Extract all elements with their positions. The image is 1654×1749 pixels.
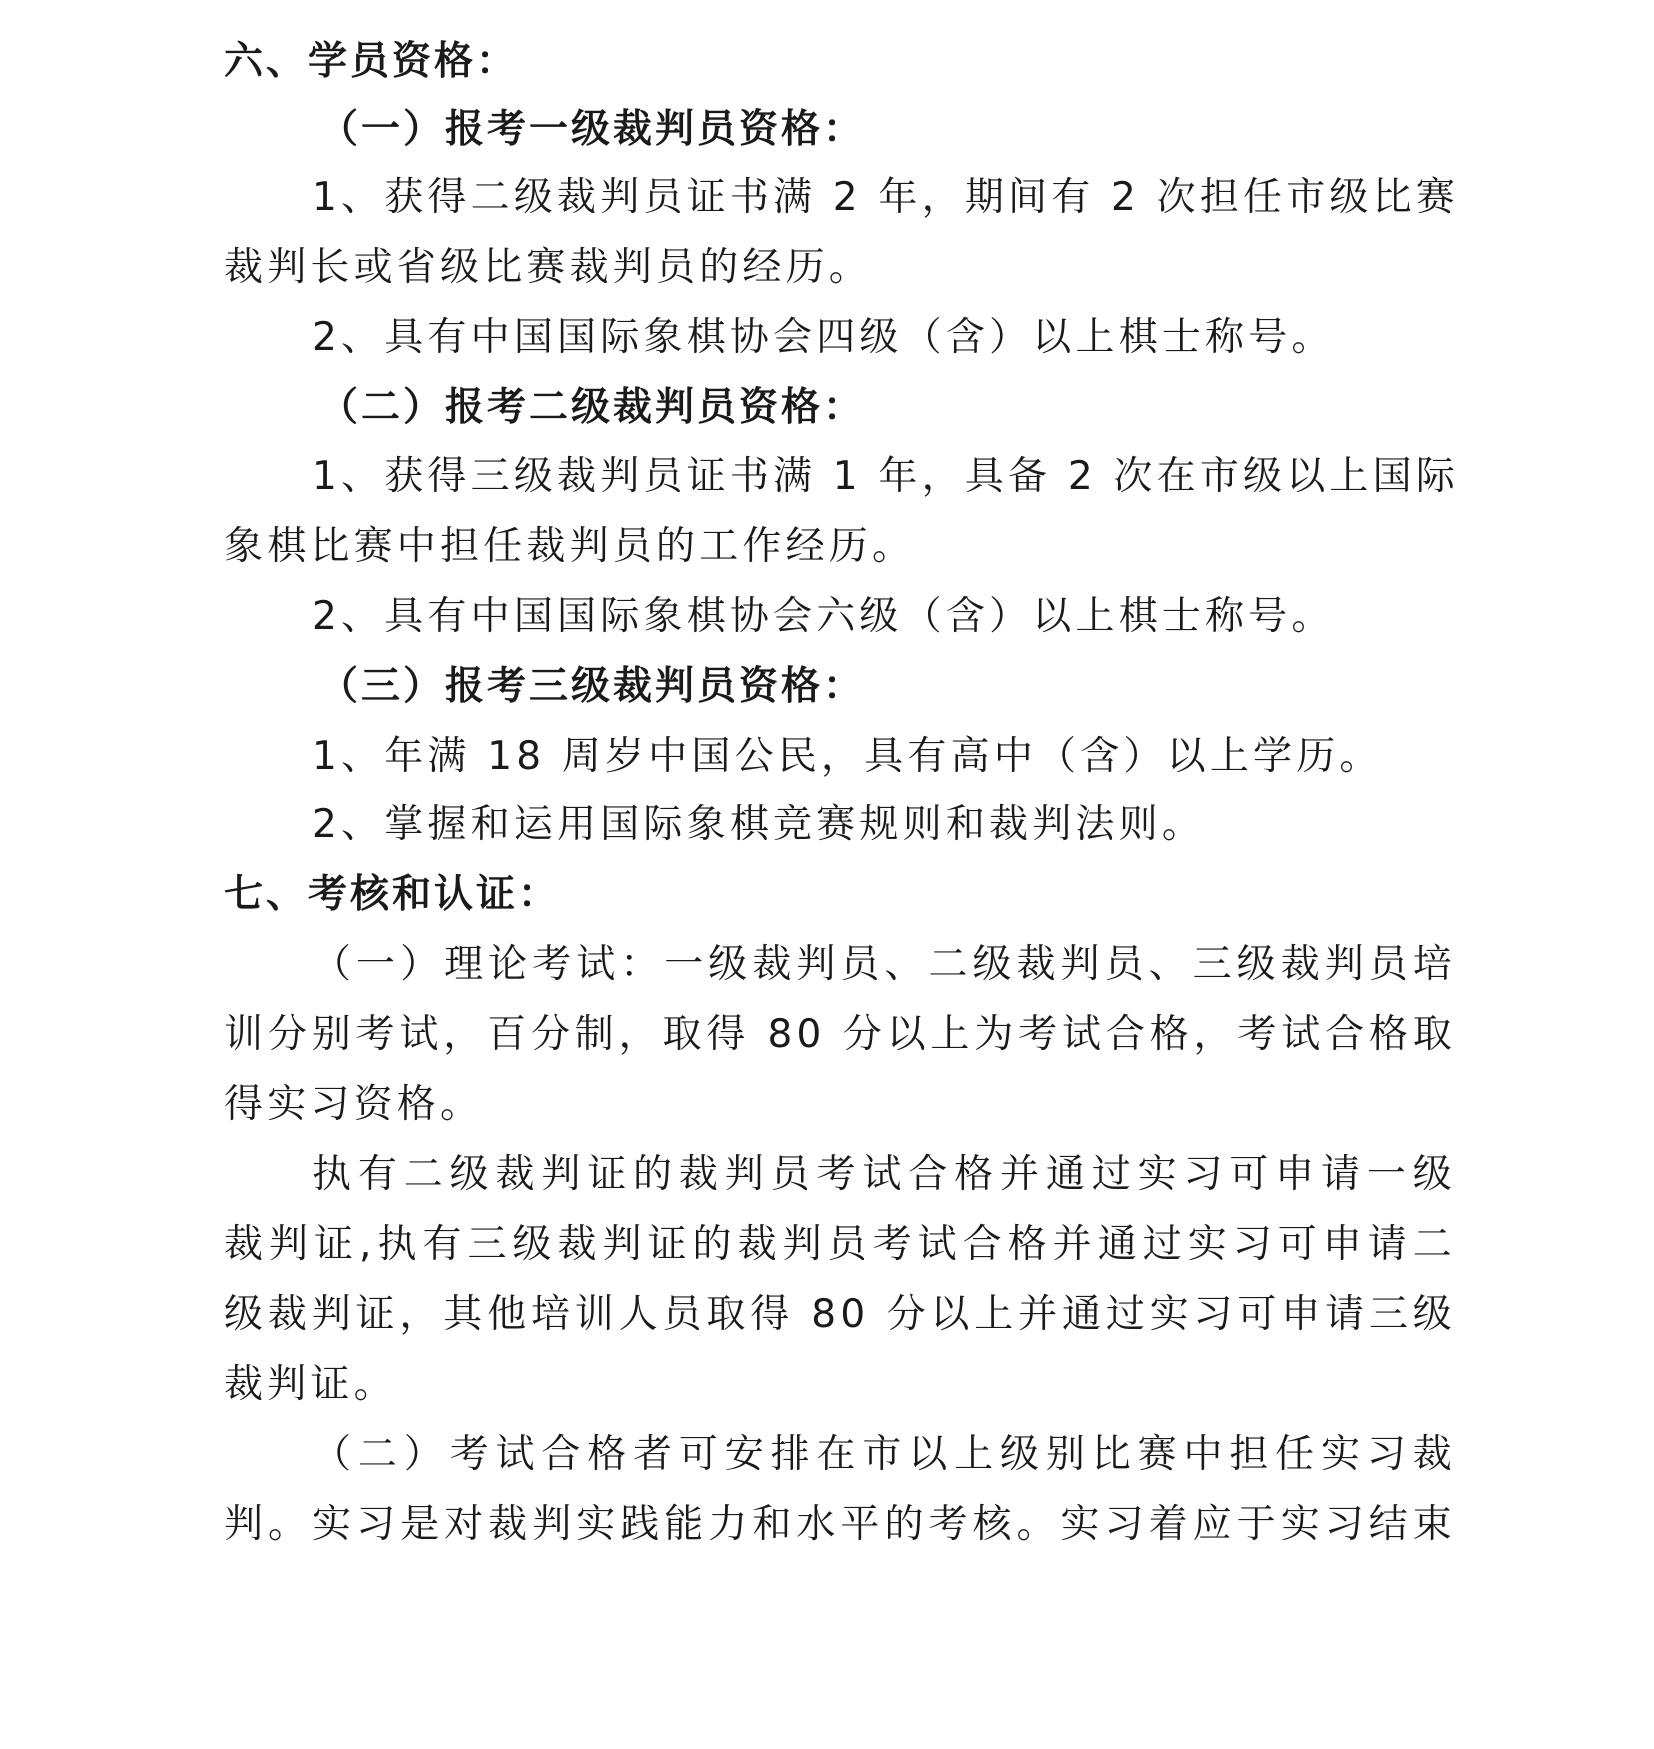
paragraph-line: 裁判证,执有三级裁判证的裁判员考试合格并通过实习可申请二 [224,1222,1456,1267]
paragraph-line: 2、具有中国国际象棋协会四级（含）以上棋士称号。 [312,315,1335,360]
paragraph-line: 得实习资格。 [224,1082,484,1127]
paragraph-line: 1、年满 18 周岁中国公民，具有高中（含）以上学历。 [312,734,1383,779]
paragraph-line: 裁判证。 [224,1362,397,1407]
subsection-title-1: （一）报考一级裁判员资格： [319,107,866,152]
paragraph-line: 1、获得二级裁判员证书满 2 年，期间有 2 次担任市级比赛 [312,175,1460,220]
paragraph-line: （二）考试合格者可安排在市以上级别比赛中担任实习裁 [312,1432,1456,1477]
paragraph-line: 裁判长或省级比赛裁判员的经历。 [224,245,873,290]
subsection-title-2: （二）报考二级裁判员资格： [319,385,866,430]
paragraph-line: 训分别考试，百分制，取得 80 分以上为考试合格，考试合格取 [224,1012,1456,1057]
paragraph-line: （一）理论考试：一级裁判员、二级裁判员、三级裁判员培 [312,942,1456,987]
paragraph-line: 级裁判证，其他培训人员取得 80 分以上并通过实习可申请三级 [224,1292,1456,1337]
paragraph-line: 2、掌握和运用国际象棋竞赛规则和裁判法则。 [312,802,1206,847]
subsection-title-3: （三）报考三级裁判员资格： [319,664,866,709]
paragraph-line: 2、具有中国国际象棋协会六级（含）以上棋士称号。 [312,594,1335,639]
section-heading-7: 七、考核和认证： [224,872,561,917]
section-heading-6: 六、学员资格： [224,39,519,84]
paragraph-line: 象棋比赛中担任裁判员的工作经历。 [224,524,916,569]
paragraph-line: 判。实习是对裁判实践能力和水平的考核。实习着应于实习结束 [224,1502,1456,1547]
paragraph-line: 1、获得三级裁判员证书满 1 年，具备 2 次在市级以上国际 [312,454,1460,499]
paragraph-line: 执有二级裁判证的裁判员考试合格并通过实习可申请一级 [312,1152,1456,1197]
